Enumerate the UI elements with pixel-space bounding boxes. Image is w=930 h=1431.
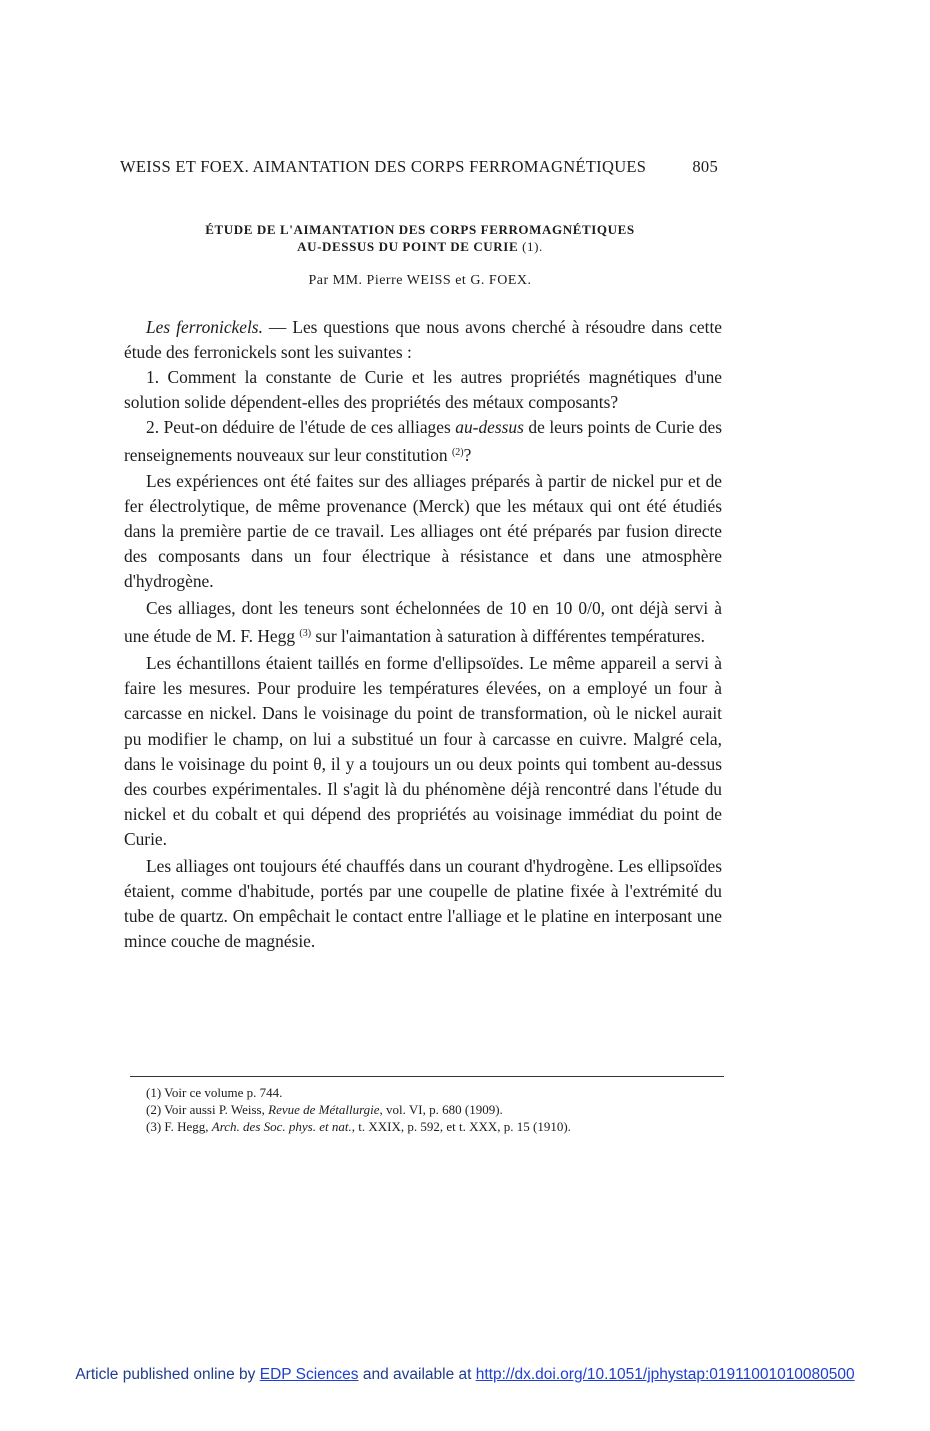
footnote-ref-3: (3) — [299, 628, 312, 640]
footnote-3-text-b: , t. XXIX, p. 592, et t. XXX, p. 15 (1910). — [351, 1119, 571, 1134]
footnote-2-text-b: , vol. VI, p. 680 (1909). — [379, 1102, 503, 1117]
footnote-2-text-a: (2) Voir aussi P. Weiss, — [146, 1102, 269, 1117]
banner-middle: and available at — [358, 1366, 476, 1383]
article-authors: Par MM. Pierre WEISS et G. FOEX. — [308, 273, 532, 288]
paragraph-3-italic: au-dessus — [455, 417, 524, 438]
paragraph-5-text-a: Ces alliages, dont les teneurs sont échelonnées de 10 en 10 0/0, ont déjà servi à une étude de M. F. Hegg — [124, 598, 722, 647]
paragraph-5 — [124, 596, 722, 649]
footnote-2-italic: Revue de Métallurgie — [268, 1102, 380, 1117]
footnote-3 — [130, 1118, 724, 1135]
publication-banner — [0, 1366, 930, 1384]
paragraph-3-end: ? — [463, 445, 472, 466]
page-number: 805 — [692, 157, 718, 176]
paragraph-2: 1. Comment la constante de Curie et les autres propriétés magnétiques d'une solution solide dépendent-elles des propriétés des métaux composants? — [124, 367, 722, 413]
running-head — [120, 157, 718, 177]
paragraph-7: Les alliages ont toujours été chauffés dans un courant d'hydrogène. Les ellipsoïdes étaient, comme d'habitude, portés par une coupelle de platine fixée à l'extrémité du tube de quartz. On empêchait le contact entre l'alliage et le platine en interposant une mince couche de magnésie. — [124, 855, 722, 952]
footnote-divider — [130, 1076, 724, 1077]
footnote-ref-1: (1). — [522, 239, 543, 254]
paragraph-4: Les expériences ont été faites sur des alliages préparés à partir de nickel pur et de fer électrolytique, de même provenance (Merck) que les métaux qui ont été étudiés dans la première partie de ce travail. Les alliages ont été préparés par fusion directe des composants dans un four électrique à résistance et dans une atmosphère d'hydrogène. — [124, 470, 722, 591]
article-title — [140, 221, 700, 255]
article-title-line2-text: AU-DESSUS DU POINT DE CURIE — [297, 239, 519, 254]
paragraph-1-lead: Les ferronickels. — [146, 317, 263, 337]
footnote-ref-2: (2) — [451, 447, 464, 459]
publisher-link[interactable]: EDP Sciences — [259, 1366, 359, 1383]
banner-prefix: Article published online by — [75, 1366, 260, 1383]
footnote-1: (1) Voir ce volume p. 744. — [146, 1085, 283, 1100]
paragraph-6: Les échantillons étaient taillés en forme d'ellipsoïdes. Le même appareil a servi à faire les mesures. Pour produire les températures élevées, on a employé un four à carcasse en nickel. Dans le voisinage du point de transformation, où le nickel aurait pu modifier le champ, on lui a substitué un four à carcasse en cuivre. Malgré cela, dans le voisinage du point θ, il y a toujours un ou deux points qui tombent au-dessus des courbes expérimentales. Il s'agit là du phénomène déjà rencontré dans l'étude du nickel et du cobalt et qui dépend des propriétés au voisinage immédiat du point de Curie. — [124, 653, 722, 849]
paragraph-1-text: — Les questions que nous avons cherché à résoudre dans cette étude des ferronickels sont les suivantes : — [124, 317, 723, 363]
running-head-title: WEISS ET FOEX. AIMANTATION DES CORPS FERROMAGNÉTIQUES — [120, 157, 647, 176]
footnote-3-italic: Arch. des Soc. phys. et nat. — [211, 1119, 352, 1134]
footnote-3-text-a: (3) F. Hegg, — [146, 1119, 212, 1134]
paragraph-5-text-b: sur l'aimantation à saturation à différentes températures. — [311, 626, 706, 647]
footnotes — [130, 1084, 724, 1135]
paragraph-3-text-b: de leurs points de Curie des renseignements nouveaux sur leur constitution — [124, 417, 722, 466]
doi-link[interactable]: http://dx.doi.org/10.1051/jphystap:01911001010080500 — [475, 1366, 855, 1383]
paragraph-3-text-a: 2. Peut-on déduire de l'étude de ces alliages — [146, 417, 456, 438]
article-title-line2 — [140, 238, 700, 255]
article-title-line1: ÉTUDE DE L'AIMANTATION DES CORPS FERROMAGNÉTIQUES — [205, 222, 635, 237]
footnote-2 — [130, 1101, 724, 1118]
paragraph-3 — [124, 415, 722, 468]
paragraph-1 — [124, 315, 722, 365]
article-body — [124, 315, 722, 954]
